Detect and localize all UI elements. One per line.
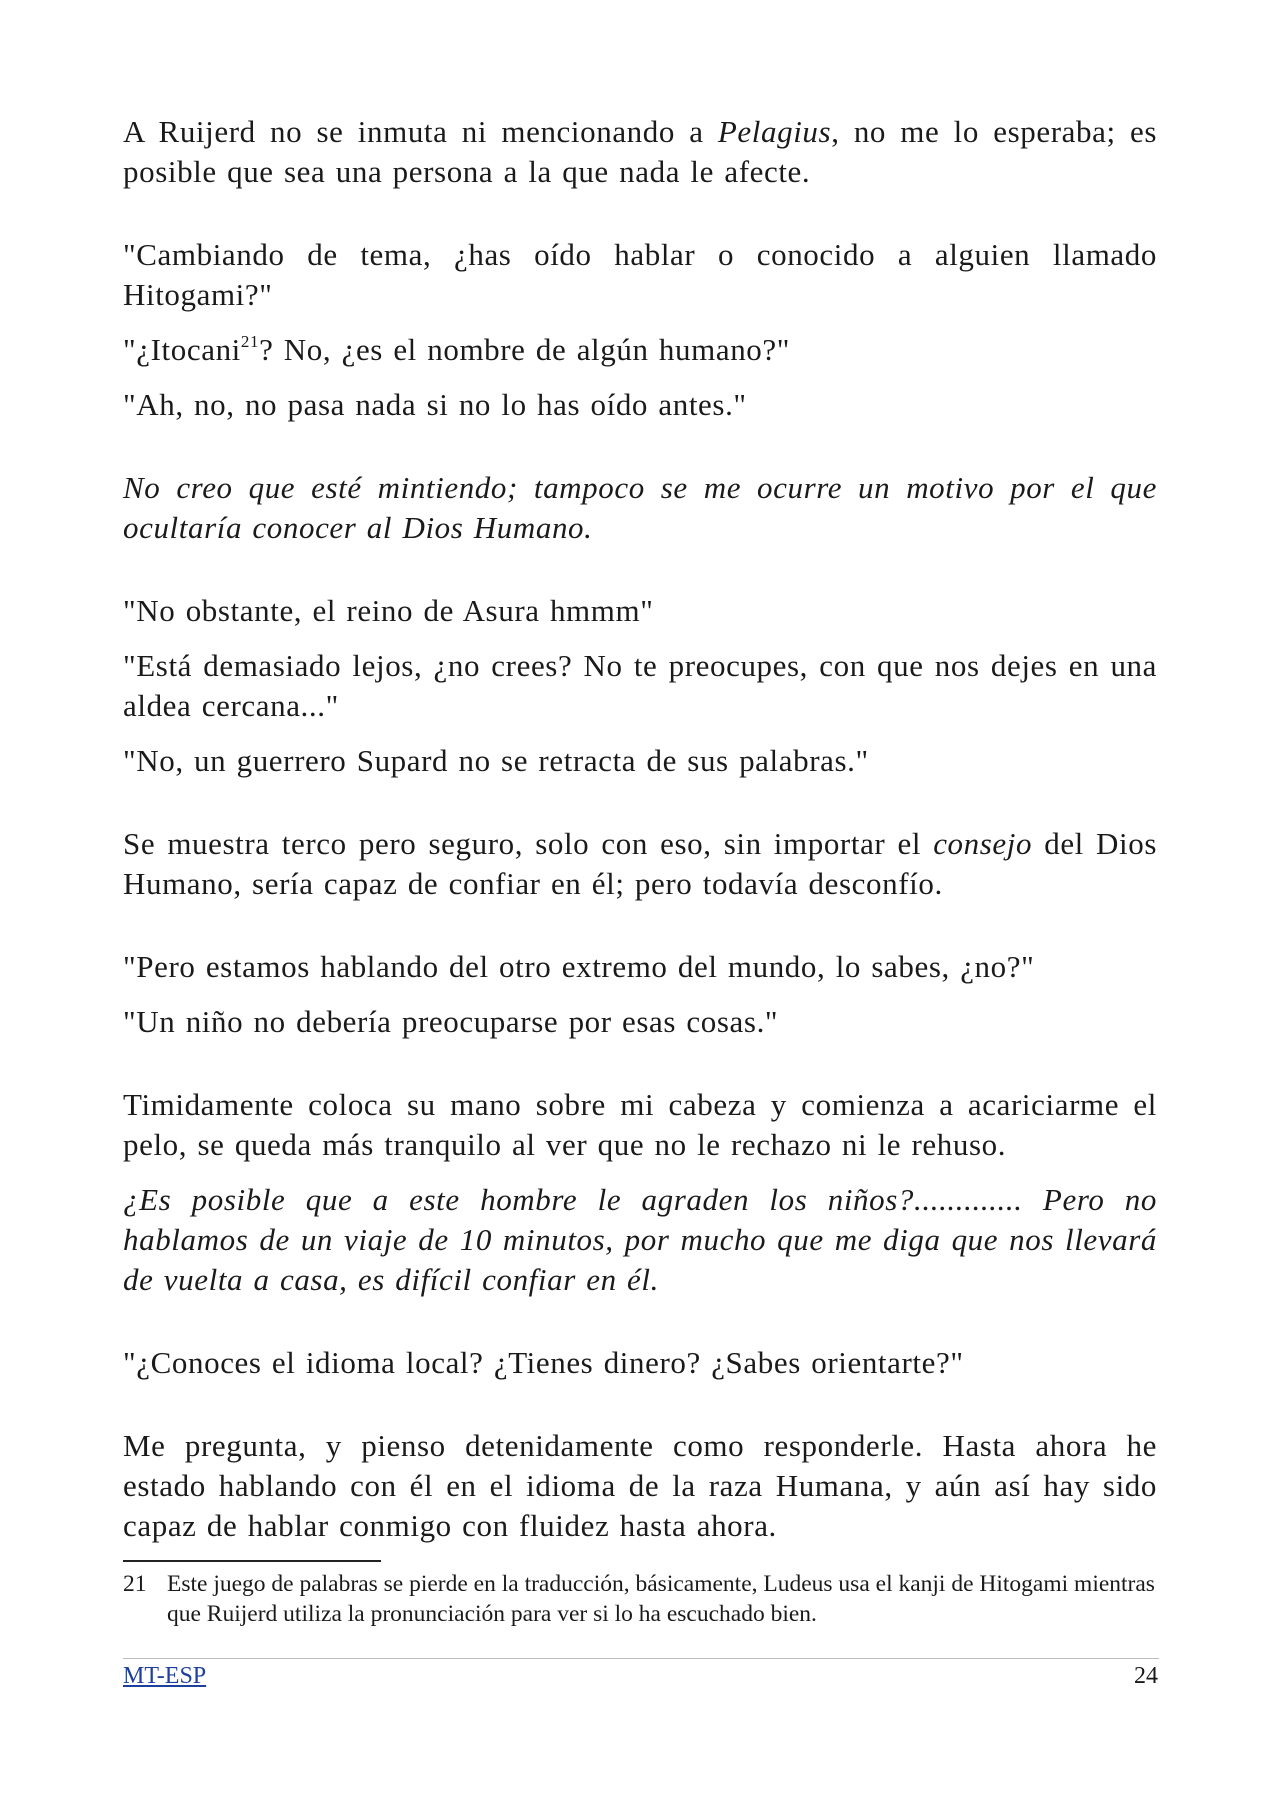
footnote-text: Este juego de palabras se pierde en la traducción, básicamente, Ludeus usa el kanji de Hitogami mientras que Ruijerd utiliza la pronunciación para ver si lo ha escuchado bien. xyxy=(167,1571,1155,1627)
emphasis-text: Pelagius xyxy=(717,114,832,149)
dialogue-line xyxy=(123,741,1157,781)
dialogue-text: "Cambiando de tema, ¿has oído hablar o conocido a alguien llamado Hitogami?" xyxy=(123,237,1157,312)
dialogue-line xyxy=(123,385,1157,425)
page-body xyxy=(123,112,1157,1546)
dialogue-text: "Un niño no debería preocuparse por esas cosas." xyxy=(123,1004,779,1039)
footer-divider xyxy=(123,1658,1159,1659)
dialogue-line xyxy=(123,646,1157,726)
paragraph-text: Timidamente coloca su mano sobre mi cabeza y comienza a acariciarme el pelo, se queda más tranquilo al ver que no le rechazo ni le rehuso. xyxy=(123,1087,1157,1162)
dialogue-text: "¿Conoces el idioma local? ¿Tienes dinero? ¿Sabes orientarte?" xyxy=(123,1345,964,1380)
footnote-reference[interactable]: 21 xyxy=(240,331,260,351)
paragraph-text: Se muestra terco pero seguro, solo con eso, sin importar el xyxy=(123,826,934,861)
page-number: 24 xyxy=(1134,1663,1158,1689)
dialogue-line xyxy=(123,1343,1157,1383)
dialogue-text: "Está demasiado lejos, ¿no crees? No te preocupes, con que nos dejes en una aldea cercana..." xyxy=(123,648,1157,723)
dialogue-text: "¿Itocani xyxy=(123,332,241,367)
inner-thought xyxy=(123,1180,1157,1300)
emphasis-text: consejo xyxy=(933,826,1033,861)
dialogue-line xyxy=(123,235,1157,315)
dialogue-text: "Ah, no, no pasa nada si no lo has oído antes." xyxy=(123,387,747,422)
dialogue-line xyxy=(123,1002,1157,1042)
dialogue-text: "No, un guerrero Supard no se retracta de sus palabras." xyxy=(123,743,869,778)
footnote xyxy=(123,1569,1157,1629)
dialogue-line xyxy=(123,330,1157,370)
inner-thought xyxy=(123,468,1157,548)
footnote-separator xyxy=(123,1560,381,1562)
dialogue-line xyxy=(123,591,1157,631)
paragraph xyxy=(123,824,1157,904)
dialogue-line xyxy=(123,947,1157,987)
paragraph-text: A Ruijerd no se inmuta ni mencionando a xyxy=(123,114,718,149)
paragraph xyxy=(123,1085,1157,1165)
paragraph xyxy=(123,1426,1157,1546)
paragraph-text: del Dios Humano, sería capaz de confiar en él; pero todavía desconfío. xyxy=(123,826,1157,901)
footer-link[interactable]: MT-ESP xyxy=(123,1663,207,1689)
dialogue-text: ? No, ¿es el nombre de algún humano?" xyxy=(259,332,791,367)
paragraph-text: Me pregunta, y pienso detenidamente como responderle. Hasta ahora he estado hablando con él en el idioma de la raza Humana, y aún así hay sido capaz de hablar conmigo con fluidez hasta ahora. xyxy=(123,1428,1157,1543)
dialogue-text: "Pero estamos hablando del otro extremo del mundo, lo sabes, ¿no?" xyxy=(123,949,1035,984)
footnote-number: 21 xyxy=(123,1571,147,1597)
thought-text: ¿Es posible que a este hombre le agraden los niños?............. Pero no hablamos de un viaje de 10 minutos, por mucho que me diga que nos llevará de vuelta a casa, es difícil confiar en él. xyxy=(123,1182,1157,1297)
paragraph xyxy=(123,112,1157,192)
thought-text: No creo que esté mintiendo; tampoco se me ocurre un motivo por el que ocultaría conocer al Dios Humano. xyxy=(123,470,1157,545)
paragraph-text: , no me lo esperaba; es posible que sea una persona a la que nada le afecte. xyxy=(123,114,1157,189)
dialogue-text: "No obstante, el reino de Asura hmmm" xyxy=(123,593,654,628)
